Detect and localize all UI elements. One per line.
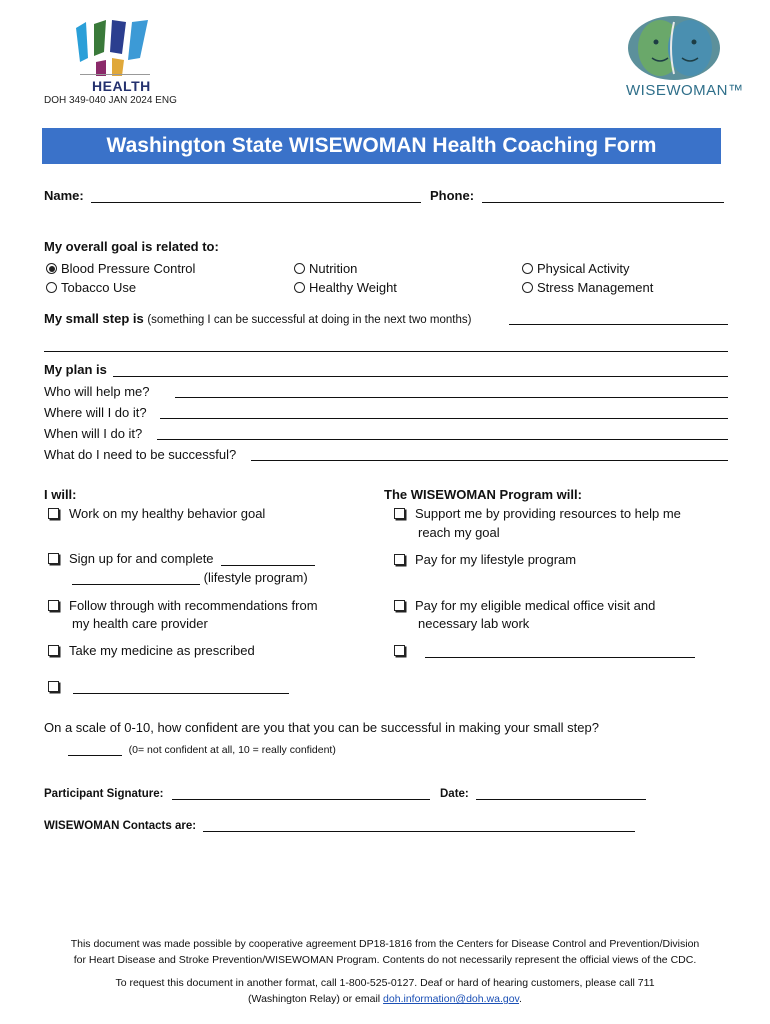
small-step-label: My small step is <box>44 311 144 326</box>
date-row <box>440 787 646 800</box>
contacts-label: WISEWOMAN Contacts are: <box>44 820 197 832</box>
participant-signature-row <box>44 787 430 800</box>
plan-question-when: When will I do it? <box>44 426 143 441</box>
checkbox-icon[interactable] <box>394 600 405 611</box>
small-step-row <box>44 311 471 326</box>
radio-icon[interactable] <box>294 282 305 293</box>
checkbox-icon[interactable] <box>48 681 59 692</box>
radio-icon[interactable] <box>522 263 533 274</box>
small-step-field-2[interactable] <box>44 337 728 352</box>
i-will-blank-field[interactable] <box>73 680 289 694</box>
i-will-item-sign-up-line2: (lifestyle program) <box>72 570 308 585</box>
i-will-heading: I will: <box>44 487 77 502</box>
program-will-item-medical[interactable]: Pay for my eligible medical office visit and <box>394 598 655 613</box>
wisewoman-logo <box>620 12 744 100</box>
radio-icon[interactable] <box>522 282 533 293</box>
funding-line-1: This document was made possible by cooperative agreement DP18-1816 from the Centers for Disease Control and Prevention/Division <box>70 938 700 950</box>
confidence-score-field[interactable] <box>68 744 122 756</box>
phone-label: Phone: <box>430 188 475 203</box>
i-will-item-medicine[interactable]: Take my medicine as prescribed <box>48 643 255 658</box>
phone-row <box>430 188 724 203</box>
goal-option-blood-pressure[interactable]: Blood Pressure Control <box>46 261 195 276</box>
program-will-item-lifestyle[interactable]: Pay for my lifestyle program <box>394 552 576 567</box>
small-step-hint: (something I can be successful at doing in the next two months) <box>147 314 472 326</box>
participant-signature-label: Participant Signature: <box>44 788 164 800</box>
confidence-question: On a scale of 0-10, how confident are you that you can be successful in making your small step? <box>44 720 599 735</box>
doh-logo-bars-icon <box>72 18 152 78</box>
program-will-item-medical-line2: necessary lab work <box>418 616 530 631</box>
plan-what-field[interactable] <box>251 446 728 461</box>
plan-field[interactable] <box>113 362 728 377</box>
goal-option-tobacco[interactable]: Tobacco Use <box>46 280 136 295</box>
checkbox-icon[interactable] <box>394 554 405 565</box>
program-will-item-blank[interactable] <box>394 643 695 658</box>
checkbox-icon[interactable] <box>48 508 59 519</box>
program-will-item-support[interactable]: Support me by providing resources to help me <box>394 506 681 521</box>
doc-code: DOH 349-040 JAN 2024 ENG <box>44 95 177 106</box>
name-label: Name: <box>44 188 84 203</box>
radio-icon[interactable] <box>294 263 305 274</box>
small-step-field[interactable] <box>509 310 728 325</box>
goal-option-healthy-weight[interactable]: Healthy Weight <box>294 280 397 295</box>
form-title-bar <box>42 128 721 164</box>
radio-selected-icon[interactable] <box>46 263 57 274</box>
contacts-row <box>44 819 635 832</box>
plan-when-field[interactable] <box>157 425 728 440</box>
program-name-field[interactable] <box>221 552 315 566</box>
program-will-heading: The WISEWOMAN Program will: <box>384 487 582 502</box>
plan-who-field[interactable] <box>175 383 728 398</box>
name-field[interactable] <box>91 188 421 203</box>
date-field[interactable] <box>476 787 646 800</box>
confidence-scale-row <box>68 741 336 756</box>
plan-label: My plan is <box>44 362 107 377</box>
i-will-item-blank[interactable] <box>48 679 289 694</box>
email-link[interactable]: doh.information@doh.wa.gov <box>383 993 520 1005</box>
checkbox-icon[interactable] <box>394 645 405 656</box>
doh-logo-text: HEALTH <box>92 78 151 94</box>
name-row <box>44 188 421 203</box>
participant-signature-field[interactable] <box>172 787 430 800</box>
wisewoman-faces-icon <box>620 12 730 82</box>
confidence-scale-note: (0= not confident at all, 10 = really confident) <box>128 744 336 756</box>
checkbox-icon[interactable] <box>394 508 405 519</box>
request-line-1: To request this document in another format, call 1-800-525-0127. Deaf or hard of hearing customers, please call 711 <box>115 977 655 989</box>
goal-option-stress[interactable]: Stress Management <box>522 280 653 295</box>
phone-field[interactable] <box>482 188 724 203</box>
program-will-blank-field[interactable] <box>425 644 695 658</box>
request-line-2: (Washington Relay) or email doh.information@doh.wa.gov. <box>248 993 522 1005</box>
date-label: Date: <box>440 788 469 800</box>
checkbox-icon[interactable] <box>48 600 59 611</box>
form-title: Washington State WISEWOMAN Health Coaching Form <box>106 134 657 157</box>
i-will-item-sign-up[interactable]: Sign up for and complete <box>48 551 315 566</box>
request-statement <box>20 975 750 1007</box>
checkbox-icon[interactable] <box>48 645 59 656</box>
i-will-item-follow-through-line2: my health care provider <box>72 616 208 631</box>
radio-icon[interactable] <box>46 282 57 293</box>
i-will-item-goal[interactable]: Work on my healthy behavior goal <box>48 506 265 521</box>
program-will-item-support-line2: reach my goal <box>418 525 500 540</box>
wisewoman-logo-text: WISEWOMAN™ <box>626 82 744 99</box>
plan-where-field[interactable] <box>160 404 728 419</box>
i-will-item-follow-through[interactable]: Follow through with recommendations from <box>48 598 318 613</box>
goal-option-physical-activity[interactable]: Physical Activity <box>522 261 629 276</box>
goal-heading: My overall goal is related to: <box>44 239 219 254</box>
plan-question-where: Where will I do it? <box>44 405 147 420</box>
program-name-field-2[interactable] <box>72 571 200 585</box>
doh-logo <box>72 18 152 94</box>
goal-option-nutrition[interactable]: Nutrition <box>294 261 357 276</box>
funding-line-2: for Heart Disease and Stroke Prevention/WISEWOMAN Program. Contents do not necessarily represent the official views of the CDC. <box>73 954 697 966</box>
funding-statement <box>20 936 750 968</box>
checkbox-icon[interactable] <box>48 553 59 564</box>
plan-question-who: Who will help me? <box>44 384 150 399</box>
contacts-field[interactable] <box>203 819 635 832</box>
plan-question-what: What do I need to be successful? <box>44 447 237 462</box>
